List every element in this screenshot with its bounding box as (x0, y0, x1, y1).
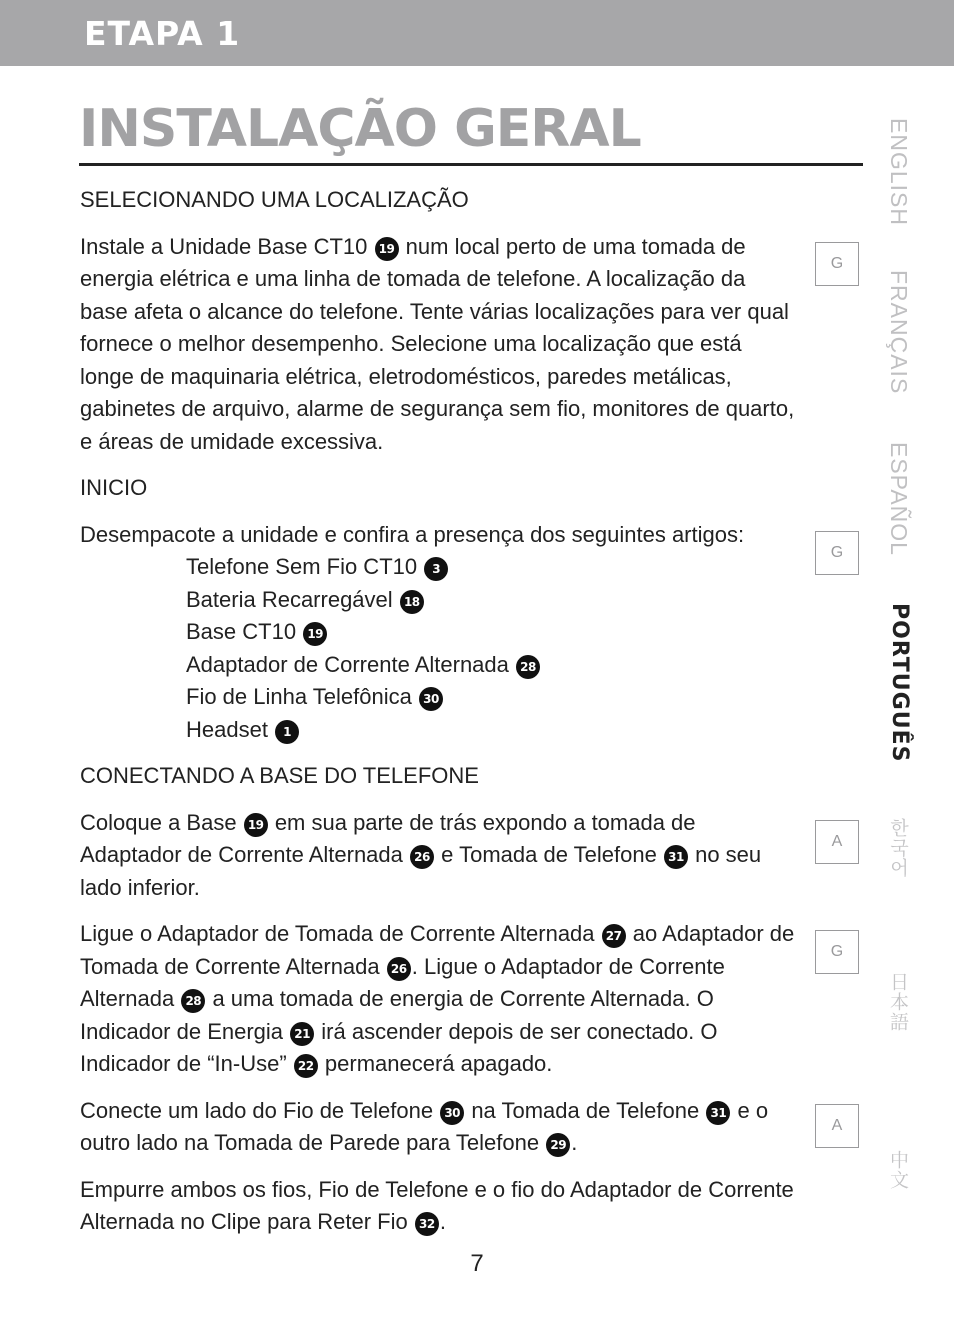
list-item: Adaptador de Corrente Alternada 28 (186, 649, 795, 682)
list-item: Bateria Recarregável 18 (186, 584, 795, 617)
marker-box: G (815, 242, 859, 286)
language-tab-chinese[interactable]: 中文 (887, 1150, 909, 1190)
language-tab-japanese[interactable]: 日本語 (887, 972, 909, 1032)
language-tab-english[interactable]: ENGLISH (886, 118, 912, 226)
language-tab-portuguese[interactable]: PORTUGUÊS (887, 603, 912, 763)
marker-box: A (815, 820, 859, 864)
main-content (80, 184, 795, 1253)
callout-number: 26 (387, 957, 411, 981)
location-paragraph: Instale a Unidade Base CT10 19 num local perto de uma tomada de energia elétrica e uma linha de tomada de telefone. A localização da base afeta o alcance do telefone. Tente várias localizações para ver qual fornece o melhor desempenho. Selecione uma localização que está longe de maquinaria elétrica, eletrodomésticos, paredes metálicas, gabinetes de arquivo, alarme de segurança sem fio, monitores de quarto, e áreas de umidade excessiva. (80, 233, 795, 454)
marker-box: G (815, 930, 859, 974)
page-title: INSTALAÇÃO GERAL (79, 99, 641, 159)
section-heading-location: SELECIONANDO UMA LOCALIZAÇÃO (80, 187, 469, 212)
section-heading-start: INICIO (80, 475, 148, 500)
step-label: ETAPA 1 (84, 14, 241, 53)
title-divider (79, 163, 863, 166)
callout-number: 3 (424, 557, 448, 581)
page-number: 7 (470, 1250, 484, 1277)
connect-paragraph-1: Coloque a Base 19 em sua parte de trás expondo a tomada de Adaptador de Corrente Alternada 26 e Tomada de Telefone 31 no seu lado inferior. (80, 809, 762, 900)
callout-number: 28 (181, 989, 205, 1013)
marker-box: A (815, 1104, 859, 1148)
header-bar (0, 0, 954, 66)
callout-number: 21 (290, 1022, 314, 1046)
connect-paragraph-3: Conecte um lado do Fio de Telefone 30 na Tomada de Telefone 31 e o outro lado na Tomada de Parede para Telefone 29 . (80, 1097, 769, 1155)
callout-number: 22 (294, 1054, 318, 1078)
callout-number: 30 (419, 687, 443, 711)
language-tab-korean[interactable]: 한국어 (887, 818, 909, 878)
callout-number: 26 (410, 845, 434, 869)
items-list (80, 551, 795, 746)
language-tab-french[interactable]: FRANÇAIS (886, 270, 912, 395)
callout-number: 28 (516, 655, 540, 679)
callout-number: 18 (400, 590, 424, 614)
connect-paragraph-4: Empurre ambos os fios, Fio de Telefone e o fio do Adaptador de Corrente Alternada no Clipe para Reter Fio 32 . (80, 1176, 794, 1234)
language-tab-spanish[interactable]: ESPAÑOL (886, 442, 912, 556)
callout-number: 29 (546, 1133, 570, 1157)
list-item: Fio de Linha Telefônica 30 (186, 681, 795, 714)
list-item: Base CT10 19 (186, 616, 795, 649)
callout-number: 19 (303, 622, 327, 646)
callout-number: 19 (375, 237, 399, 261)
list-item: Telefone Sem Fio CT10 3 (186, 551, 795, 584)
callout-number: 31 (664, 845, 688, 869)
start-intro: Desempacote a unidade e confira a presença dos seguintes artigos: (80, 521, 745, 547)
list-item: Headset 1 (186, 714, 795, 747)
marker-box: G (815, 531, 859, 575)
callout-number: 30 (440, 1101, 464, 1125)
callout-number: 1 (275, 720, 299, 744)
callout-number: 27 (602, 924, 626, 948)
section-heading-connect: CONECTANDO A BASE DO TELEFONE (80, 763, 479, 788)
callout-number: 19 (244, 813, 268, 837)
connect-paragraph-2: Ligue o Adaptador de Tomada de Corrente Alternada 27 ao Adaptador de Tomada de Corrente Alternada 26 . Ligue o Adaptador de Corrente Alternada 28 a uma tomada de energia de Corrente Alternada. O Indicador de Energia 21 irá ascender depois de ser conectado. O Indicador de “In-Use” 22 permanecerá apagado. (80, 921, 795, 1076)
callout-number: 31 (706, 1101, 730, 1125)
callout-number: 32 (415, 1212, 439, 1236)
